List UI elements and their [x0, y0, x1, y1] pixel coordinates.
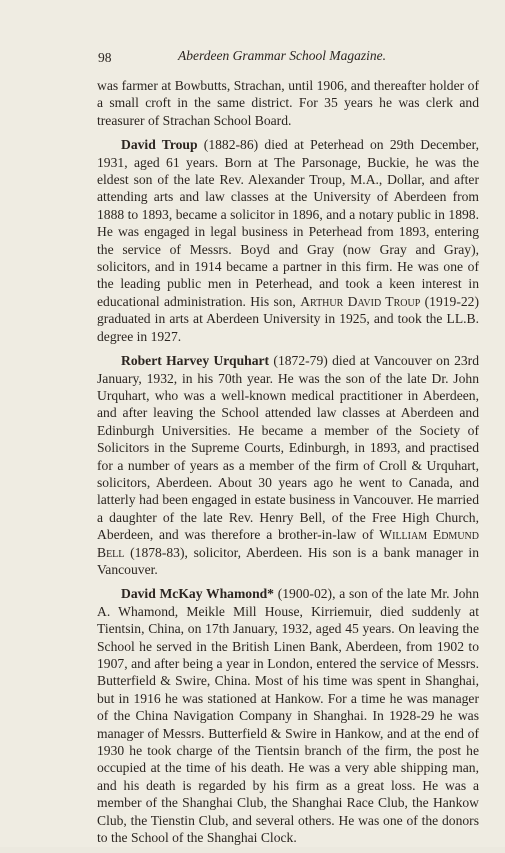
related-person-name: Arthur David Troup — [300, 293, 421, 309]
obituary-text: (1882-86) died at Peterhead on 29th December, 1931, aged 61 years. Born at The Parsonage, Buckie, he was the eldest son of the late Rev. Alexander Troup, M.A., Dollar, and after attending arts and law classes at the University of Aberdeen from 1888 to 1893, became a solicitor in 1896, and a notary public in 1898. He was engaged in legal business in Peterhead from 1893, entering the service of Messrs. Boyd and Gray (now Gray and Gray), solicitors, and in 1914 became a partner in this firm. He was one of the leading public men in Peterhead, and took a keen interest in educational administration. His son, — [97, 137, 479, 309]
obituary-name: David McKay Whamond* — [121, 586, 274, 602]
article-body — [97, 77, 479, 853]
running-title: Aberdeen Grammar School Magazine. — [178, 48, 386, 63]
obituary-name: Robert Harvey Urquhart — [121, 353, 270, 369]
paragraph-continuation: was farmer at Bowbutts, Strachan, until 1906, and thereafter holder of a small croft in the same district. For 35 years he was clerk and treasurer of Strachan School Board. — [97, 78, 479, 128]
related-person-name: William Edmund Bell — [97, 527, 479, 560]
obituary-robert-harvey-urquhart — [97, 352, 479, 578]
page-number: 98 — [98, 50, 112, 65]
obituary-david-troup — [97, 136, 479, 345]
obituary-text: (1900-02), a son of the late Mr. John A. Whamond, Meikle Mill House, Kirriemuir, died suddenly at Tientsin, China, on 17th January, 1932, aged 45 years. On leaving the School he served in the British Linen Bank, Aberdeen, from 1902 to 1907, and after being a year in London, entered the service of Messrs. Butterfield & Swire, China. Most of his time was spent in Shanghai, but in 1916 he was stationed at Hankow. For a time he was manager of the China Navigation Company in Shanghai. In 1928-29 he was manager of Messrs. Butterfield & Swire in Hankow, and at the end of 1930 he took charge of the Tientsin branch of the firm, the post he occupied at the time of his death. He was a very able shipping man, and his death is regarded by his firm as a great loss. He was a member of the Shanghai Club, the Shanghai Race Club, the Hankow Club, the Tienstin Club, and several others. He was one of the donors to the School of the Shanghai Clock. — [97, 586, 479, 846]
obituary-text-end: (1878-83), solicitor, Aberdeen. His son is a bank manager in Vancouver. — [97, 544, 479, 577]
page-header — [98, 48, 478, 68]
obituary-text: (1872-79) died at Vancouver on 23rd January, 1932, in his 70th year. He was the son of the late Dr. John Urquhart, who was a well-known medical practitioner in Aberdeen, and after leaving the School attended law classes at Aberdeen and Edinburgh Universities. He became a member of the Society of Solicitors in the Supreme Courts, Edinburgh, in 1893, and practised for a number of years as a member of the firm of Croll & Urquhart, solicitors, Aberdeen. About 30 years ago he went to Canada, and latterly had been engaged in estate business in Vancouver. He married a daughter of the late Rev. Henry Bell, of the Free High Church, Aberdeen, and was therefore a brother-in-law of — [97, 353, 479, 543]
obituary-david-mckay-whamond — [97, 585, 479, 846]
obituary-name: David Troup — [121, 137, 198, 153]
obituary-text-end: (1919-22) graduated in arts at Aberdeen University in 1925, and took the LL.B. degree in 1927. — [97, 293, 480, 344]
